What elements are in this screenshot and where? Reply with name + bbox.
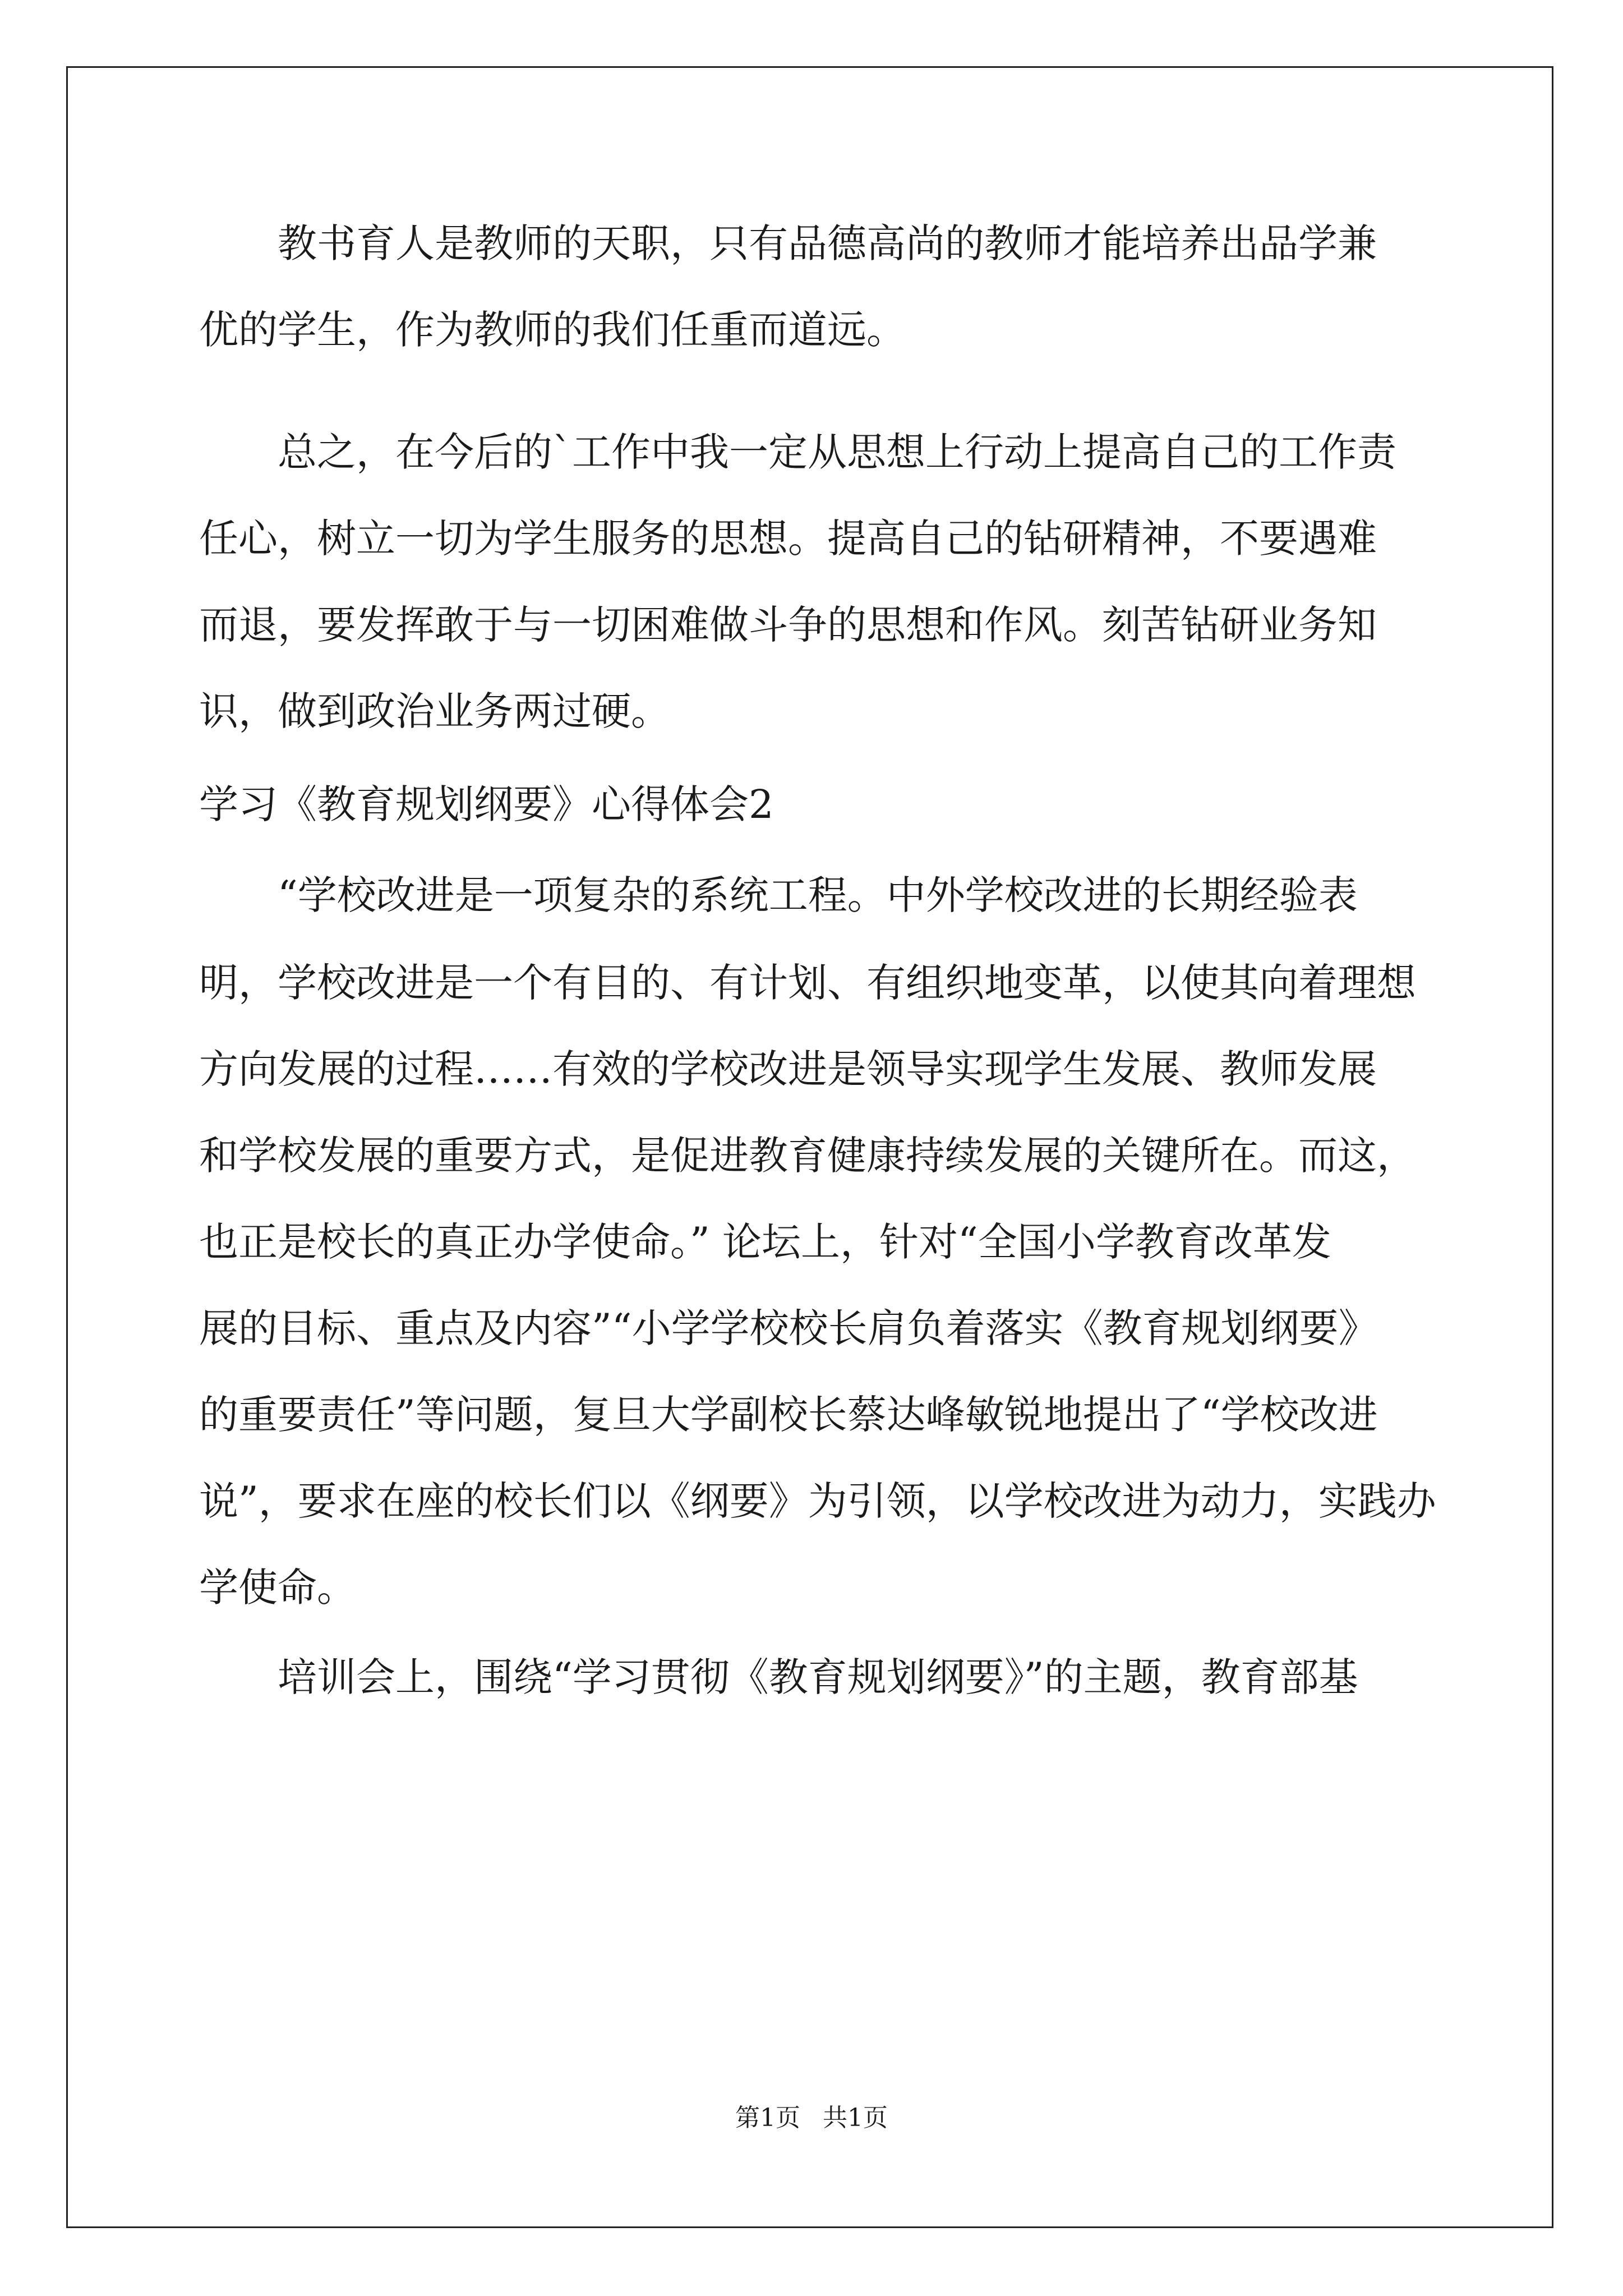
paragraph-line: 教书育人是教师的天职，只有品德高尚的教师才能培养出品学兼 bbox=[278, 220, 1377, 266]
paragraph-line: 说”，要求在座的校长们以《纲要》为引领，以学校改进为动力，实践办 bbox=[199, 1478, 1436, 1524]
paragraph-line: 方向发展的过程……有效的学校改进是领导实现学生发展、教师发展 bbox=[199, 1046, 1377, 1092]
paragraph-line: 学使命。 bbox=[199, 1565, 356, 1611]
section-heading: 学习《教育规划纲要》心得体会2 bbox=[199, 781, 774, 827]
paragraph-line: 识，做到政治业务两过硬。 bbox=[199, 688, 670, 734]
paragraph-line: “学校改进是一项复杂的系统工程。中外学校改进的长期经验表 bbox=[278, 872, 1358, 918]
page-number: 第1页 bbox=[735, 2104, 800, 2132]
page-total: 共1页 bbox=[823, 2104, 888, 2132]
paragraph-line: 展的目标、重点及内容”“小学学校校长肩负着落实《教育规划纲要》 bbox=[199, 1305, 1378, 1351]
paragraph-line: 总之，在今后的`工作中我一定从思想上行动上提高自己的工作责 bbox=[278, 429, 1396, 475]
paragraph-line: 任心，树立一切为学生服务的思想。提高自己的钻研精神，不要遇难 bbox=[199, 516, 1377, 562]
paragraph-line: 明，学校改进是一个有目的、有计划、有组织地变革，以使其向着理想 bbox=[199, 960, 1416, 1006]
page-footer bbox=[0, 2101, 1623, 2135]
paragraph-line: 和学校发展的重要方式，是促进教育健康持续发展的关键所在。而这， bbox=[199, 1133, 1416, 1179]
paragraph-line: 的重要责任”等问题，复旦大学副校长蔡达峰敏锐地提出了“学校改进 bbox=[199, 1392, 1378, 1438]
paragraph-line: 优的学生，作为教师的我们任重而道远。 bbox=[199, 307, 906, 353]
paragraph-line: 也正是校长的真正办学使命。” 论坛上，针对“全国小学教育改革发 bbox=[199, 1219, 1331, 1265]
paragraph-line: 而退，要发挥敢于与一切困难做斗争的思想和作风。刻苦钻研业务知 bbox=[199, 602, 1377, 648]
paragraph-line: 培训会上，围绕“学习贯彻《教育规划纲要》”的主题，教育部基 bbox=[278, 1654, 1358, 1700]
